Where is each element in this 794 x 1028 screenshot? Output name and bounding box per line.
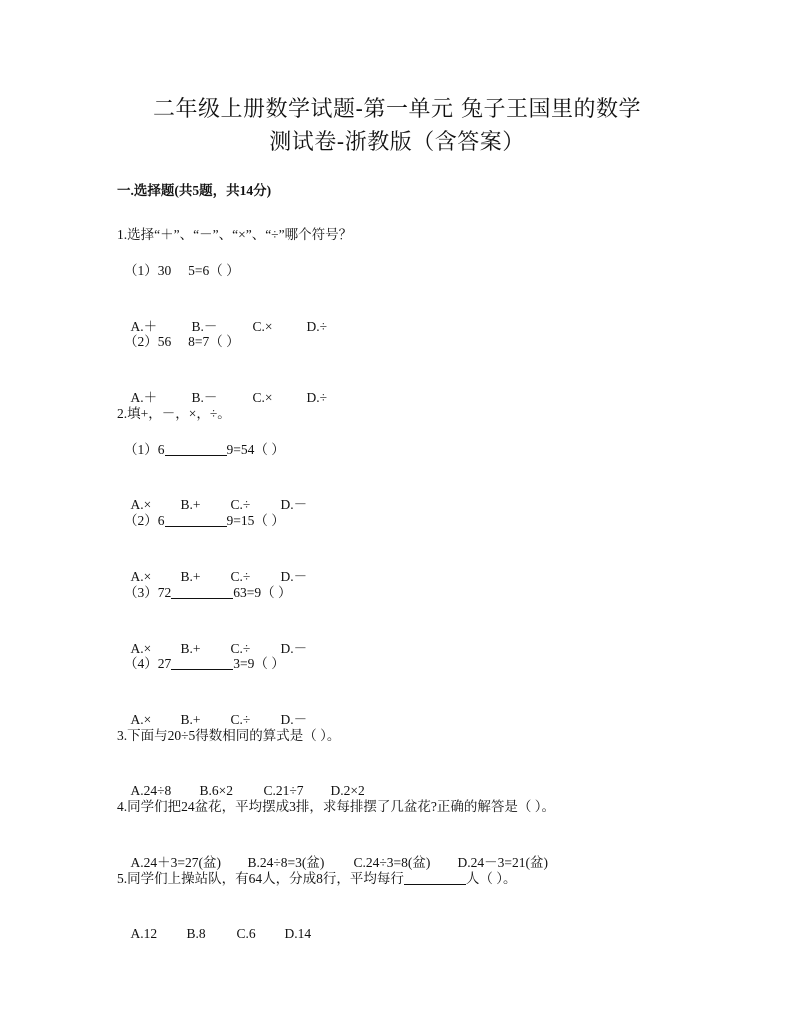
q3-stem: 3.下面与20÷5得数相同的算式是（ ）。 [117, 728, 341, 743]
option-a[interactable]: A.＋ [130, 319, 158, 334]
q2-part4-prefix: （4）27 [124, 656, 172, 671]
option-a[interactable]: A.× [130, 569, 152, 584]
option-c[interactable]: C.21÷7 [263, 783, 304, 798]
answer-blank[interactable] [171, 655, 233, 670]
option-d[interactable]: D.24－3=21(盆) [457, 855, 548, 870]
q2-part2 [124, 511, 285, 531]
option-b[interactable]: B.6×2 [199, 783, 233, 798]
option-a[interactable]: A.× [130, 497, 152, 512]
option-c[interactable]: C.÷ [230, 641, 251, 656]
answer-blank[interactable] [165, 512, 227, 527]
option-b[interactable]: B.8 [186, 926, 206, 941]
q2-part3-prefix: （3）72 [124, 585, 172, 600]
option-d[interactable]: D.÷ [306, 390, 328, 405]
q5-stem-suffix: 人（ ）。 [465, 871, 517, 886]
option-a[interactable]: A.12 [130, 926, 158, 941]
option-c[interactable]: C.× [252, 319, 273, 334]
q2-part1-suffix: 9=54（ ） [226, 442, 285, 457]
q5-stem [117, 869, 517, 889]
answer-blank[interactable] [404, 870, 466, 885]
q1-part2: （2）56 8=7（ ） [124, 334, 240, 349]
q2-part3 [124, 583, 292, 603]
option-c[interactable]: C.÷ [230, 712, 251, 727]
option-b[interactable]: B.+ [180, 569, 201, 584]
option-c[interactable]: C.24÷3=8(盆) [353, 855, 431, 870]
option-d[interactable]: D.－ [280, 641, 308, 656]
option-b[interactable]: B.－ [191, 390, 218, 405]
q4-stem: 4.同学们把24盆花，平均摆成3排，求每排摆了几盆花?正确的解答是（ ）。 [117, 799, 555, 814]
option-d[interactable]: D.÷ [306, 319, 328, 334]
option-d[interactable]: D.－ [280, 712, 308, 727]
option-c[interactable]: C.× [252, 390, 273, 405]
q2-part2-suffix: 9=15（ ） [226, 513, 285, 528]
q5-options [117, 904, 311, 964]
answer-blank[interactable] [171, 584, 233, 599]
q1-part1: （1）30 5=6（ ） [124, 263, 240, 278]
option-a[interactable]: A.＋ [130, 390, 158, 405]
q2-part1-prefix: （1）6 [124, 442, 165, 457]
title-line-1: 二年级上册数学试题-第一单元 兔子王国里的数学 [153, 97, 641, 122]
option-c[interactable]: C.÷ [230, 569, 251, 584]
option-b[interactable]: B.－ [191, 319, 218, 334]
option-c[interactable]: C.6 [236, 926, 256, 941]
option-d[interactable]: D.14 [284, 926, 312, 941]
title-line-2: 测试卷-浙教版（含答案） [269, 130, 525, 155]
q2-stem: 2.填+，－，×，÷。 [117, 406, 231, 421]
option-d[interactable]: D.2×2 [330, 783, 365, 798]
q2-part3-suffix: 63=9（ ） [233, 585, 292, 600]
q1-stem: 1.选择“＋”、“－”、“×”、“÷”哪个符号？ [117, 227, 353, 242]
option-d[interactable]: D.－ [280, 569, 308, 584]
q2-part2-prefix: （2）6 [124, 513, 165, 528]
option-b[interactable]: B.24÷8=3(盆) [247, 855, 325, 870]
q2-part4 [124, 654, 285, 674]
option-a[interactable]: A.24÷8 [130, 783, 172, 798]
option-c[interactable]: C.÷ [230, 497, 251, 512]
answer-blank[interactable] [165, 441, 227, 456]
option-b[interactable]: B.+ [180, 712, 201, 727]
option-a[interactable]: A.24＋3=27(盆) [130, 855, 221, 870]
section-heading: 一.选择题(共5题，共14分) [117, 183, 272, 198]
option-b[interactable]: B.+ [180, 641, 201, 656]
q2-part1 [124, 440, 285, 460]
option-a[interactable]: A.× [130, 641, 152, 656]
q5-stem-prefix: 5.同学们上操站队，有64人，分成8行，平均每行 [117, 871, 404, 886]
option-d[interactable]: D.－ [280, 497, 308, 512]
option-b[interactable]: B.+ [180, 497, 201, 512]
option-a[interactable]: A.× [130, 712, 152, 727]
q2-part4-suffix: 3=9（ ） [233, 656, 285, 671]
